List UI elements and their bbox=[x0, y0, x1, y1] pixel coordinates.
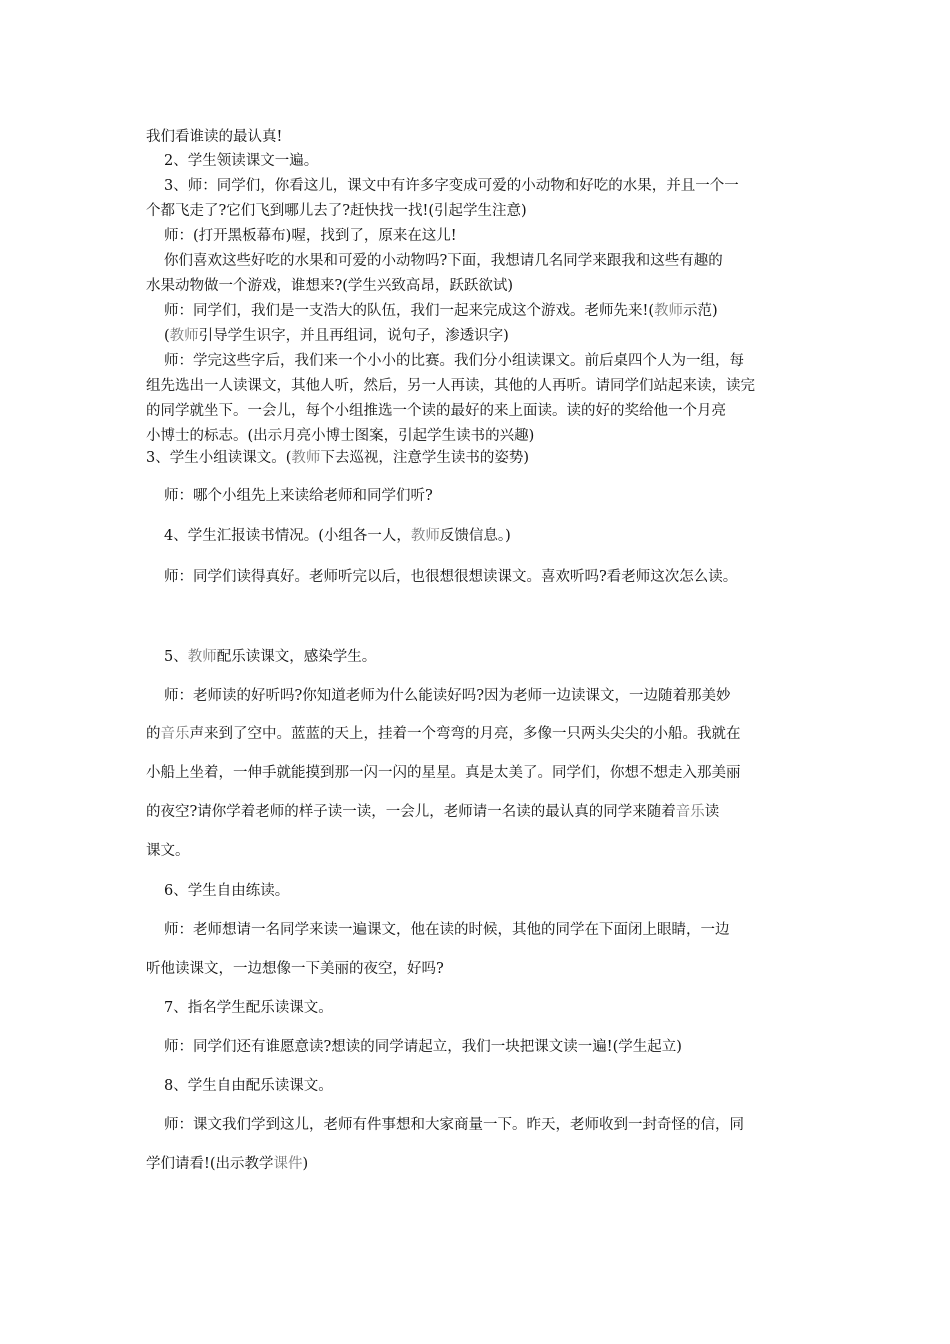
text-line: 的同学就坐下。一会儿，每个小组推选一个读的最好的来上面读。读的好的奖给他一个月亮 bbox=[146, 403, 726, 419]
inline-link[interactable]: 教师 bbox=[653, 303, 683, 319]
text-line: 师：课文我们学到这儿，老师有件事想和大家商量一下。昨天，老师收到一封奇怪的信，同 bbox=[164, 1117, 744, 1133]
text-line: 师：老师想请一名同学来读一遍课文，他在读的时候，其他的同学在下面闭上眼睛，一边 bbox=[164, 922, 730, 938]
step-7-line: 7、指名学生配乐读课文。 bbox=[164, 1000, 333, 1016]
step-6-line: 6、学生自由练读。 bbox=[164, 883, 290, 899]
text-line: 学们请看!(出示教学课件) bbox=[146, 1156, 309, 1172]
inline-link[interactable]: 教师 bbox=[291, 450, 321, 466]
step-3-group-line: 3、学生小组读课文。(教师下去巡视，注意学生读书的姿势) bbox=[146, 450, 530, 466]
text-line: 师：学完这些字后，我们来一个小小的比赛。我们分小组读课文。前后桌四个人为一组，每 bbox=[164, 353, 744, 369]
text-line: 听他读课文，一边想像一下美丽的夜空，好吗? bbox=[146, 961, 444, 977]
step-8-line: 8、学生自由配乐读课文。 bbox=[164, 1078, 333, 1094]
text-line: 的夜空?请你学着老师的样子读一读，一会儿，老师请一名读的最认真的同学来随着音乐读 bbox=[146, 804, 720, 820]
step-3-line: 3、师：同学们，你看这儿，课文中有许多字变成可爱的小动物和好吃的水果，并且一个一 bbox=[164, 178, 739, 194]
text-line: 个都飞走了?它们飞到哪儿去了?赶快找一找!(引起学生注意) bbox=[146, 203, 527, 219]
text-line: 我们看谁读的最认真! bbox=[146, 129, 283, 145]
text-line: (教师引导学生识字，并且再组词，说句子，渗透识字) bbox=[164, 328, 509, 344]
step-5-line: 5、教师配乐读课文，感染学生。 bbox=[164, 649, 377, 665]
text-line: 师：(打开黑板幕布)喔，找到了，原来在这儿! bbox=[164, 228, 457, 244]
step-2-line: 2、学生领读课文一遍。 bbox=[164, 153, 319, 169]
text-line: 组先选出一人读课文，其他人听，然后，另一人再读，其他的人再听。请同学们站起来读，读完 bbox=[146, 378, 755, 394]
text-line: 师：同学们还有谁愿意读?想读的同学请起立，我们一块把课文读一遍!(学生起立) bbox=[164, 1039, 682, 1055]
text-line: 师：哪个小组先上来读给老师和同学们听? bbox=[164, 488, 433, 504]
text-line: 水果动物做一个游戏，谁想来?(学生兴致高昂，跃跃欲试) bbox=[146, 278, 514, 294]
text-line: 小船上坐着，一伸手就能摸到那一闪一闪的星星。真是太美了。同学们，你想不想走入那美丽 bbox=[146, 765, 741, 781]
text-line: 课文。 bbox=[146, 843, 190, 859]
inline-link[interactable]: 音乐 bbox=[160, 726, 190, 742]
inline-link[interactable]: 课件 bbox=[273, 1156, 303, 1172]
text-line: 师：同学们，我们是一支浩大的队伍，我们一起来完成这个游戏。老师先来!(教师示范) bbox=[164, 303, 718, 319]
text-line: 小博士的标志。(出示月亮小博士图案，引起学生读书的兴趣) bbox=[146, 428, 535, 444]
inline-link[interactable]: 教师 bbox=[187, 649, 217, 665]
text-line: 你们喜欢这些好吃的水果和可爱的小动物吗?下面，我想请几名同学来跟我和这些有趣的 bbox=[164, 253, 723, 269]
inline-link[interactable]: 音乐 bbox=[675, 804, 705, 820]
inline-link[interactable]: 教师 bbox=[169, 328, 199, 344]
text-line: 师：老师读的好听吗?你知道老师为什么能读好吗?因为老师一边读课文，一边随着那美妙 bbox=[164, 688, 731, 704]
step-4-line: 4、学生汇报读书情况。(小组各一人，教师反馈信息。) bbox=[164, 528, 511, 544]
text-line: 的音乐声来到了空中。蓝蓝的天上，挂着一个弯弯的月亮，多像一只两头尖尖的小船。我就在 bbox=[146, 726, 741, 742]
inline-link[interactable]: 教师 bbox=[410, 528, 440, 544]
text-line: 师：同学们读得真好。老师听完以后，也很想很想读课文。喜欢听吗?看老师这次怎么读。 bbox=[164, 569, 738, 585]
